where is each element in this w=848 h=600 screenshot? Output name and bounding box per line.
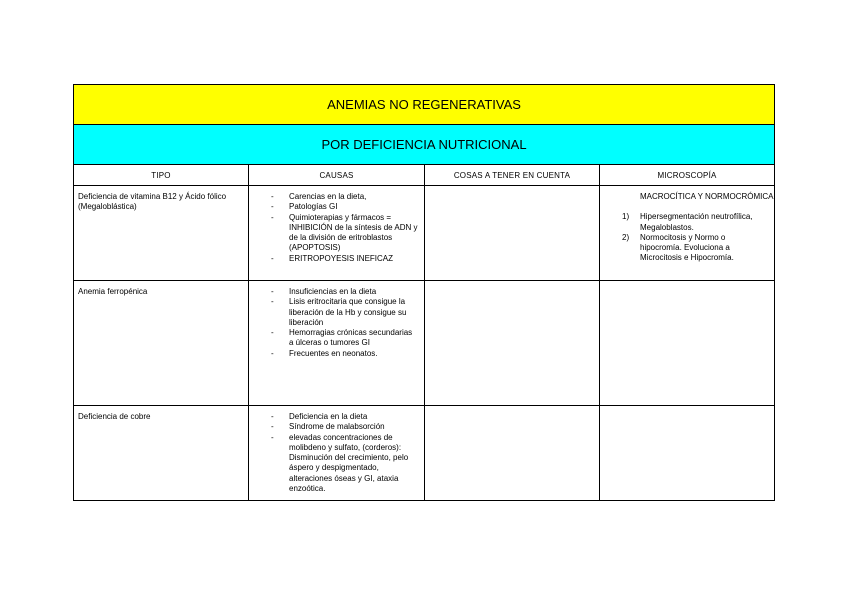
cell-cosas bbox=[425, 281, 600, 406]
list-item bbox=[600, 233, 768, 264]
table-row bbox=[74, 406, 775, 501]
list-item: - ERITROPOYESIS INEFICAZ bbox=[249, 254, 418, 264]
causas-list bbox=[249, 287, 424, 359]
list-item: - Patologías GI bbox=[249, 202, 418, 212]
cell-cosas bbox=[425, 406, 600, 501]
item-text: Hipersegmentación neutrofílica, Megaloblastos. bbox=[640, 212, 753, 232]
list-item: - Hemorragias crónicas secundarias a úlceras o tumores GI bbox=[249, 328, 418, 349]
table-title: ANEMIAS NO REGENERATIVAS bbox=[74, 85, 775, 125]
causas-list bbox=[249, 192, 424, 264]
list-item: - Deficiencia en la dieta bbox=[249, 412, 418, 422]
subtitle-row bbox=[74, 125, 775, 165]
list-item: - Carencias en la dieta, bbox=[249, 192, 418, 202]
title-row bbox=[74, 85, 775, 125]
list-item: - Lisis eritrocitaria que consigue la liberación de la Hb y consigue su liberación bbox=[249, 297, 418, 328]
cell-cosas bbox=[425, 186, 600, 281]
cell-microscopia bbox=[600, 186, 775, 281]
cell-tipo: Deficiencia de cobre bbox=[74, 406, 249, 501]
cell-microscopia bbox=[600, 406, 775, 501]
cell-causas bbox=[249, 281, 425, 406]
causas-list bbox=[249, 412, 424, 494]
header-cosas: COSAS A TENER EN CUENTA bbox=[425, 165, 600, 186]
header-tipo: TIPO bbox=[74, 165, 249, 186]
list-item: - Quimioterapias y fármacos = INHIBICIÓN de la síntesis de ADN y de la división de eritroblastos (APOPTOSIS) bbox=[249, 213, 418, 254]
list-item: - Frecuentes en neonatos. bbox=[249, 349, 418, 359]
item-number: 2) bbox=[622, 232, 630, 242]
cell-microscopia bbox=[600, 281, 775, 406]
header-causas: CAUSAS bbox=[249, 165, 425, 186]
item-number: 1) bbox=[622, 212, 630, 222]
list-item: - Síndrome de malabsorción bbox=[249, 422, 418, 432]
table-subtitle: POR DEFICIENCIA NUTRICIONAL bbox=[74, 125, 775, 165]
cell-tipo: Anemia ferropénica bbox=[74, 281, 249, 406]
cell-causas bbox=[249, 186, 425, 281]
list-item bbox=[600, 212, 768, 233]
header-microscopia: MICROSCOPÍA bbox=[600, 165, 775, 186]
header-row bbox=[74, 165, 775, 186]
microscopia-heading: MACROCÍTICA Y NORMOCRÓMICA bbox=[640, 192, 774, 201]
anemias-table bbox=[73, 84, 775, 501]
microscopia-list bbox=[600, 212, 774, 263]
cell-causas bbox=[249, 406, 425, 501]
table-row bbox=[74, 186, 775, 281]
cell-tipo: Deficiencia de vitamina B12 y Ácido fólico (Megaloblástica) bbox=[74, 186, 249, 281]
table-row bbox=[74, 281, 775, 406]
list-item: - Insuficiencias en la dieta bbox=[249, 287, 418, 297]
list-item: - elevadas concentraciones de molibdeno y sulfato, (corderos): Disminución del crecimiento, pelo áspero y despigmentado, alteraciones óseas y GI, ataxia enzoótica. bbox=[249, 433, 418, 495]
item-text: Normocitosis y Normo o hipocromía. Evoluciona a Microcitosis e Hipocromía. bbox=[640, 232, 734, 263]
